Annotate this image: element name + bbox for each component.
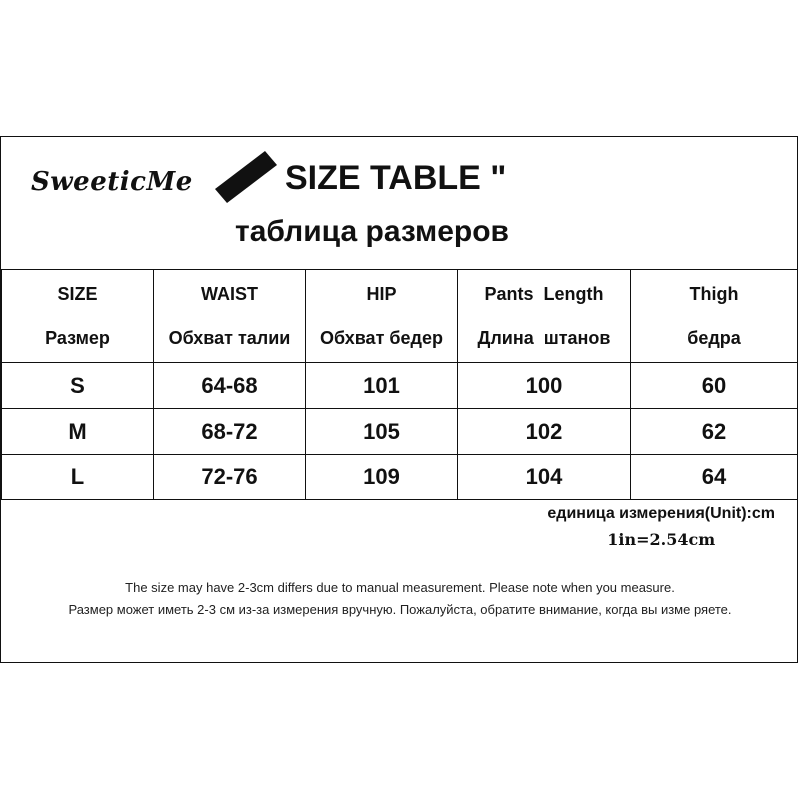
brand-logo: SweeticMe xyxy=(31,167,193,197)
size-table xyxy=(1,269,798,500)
size-chart-sheet xyxy=(0,136,798,663)
title-russian: таблица размеров xyxy=(235,215,509,248)
cell-pants-length: 100 xyxy=(458,363,631,409)
header xyxy=(1,137,797,269)
slash-mark-icon xyxy=(213,145,279,205)
cell-size: M xyxy=(2,409,154,455)
cell-thigh: 62 xyxy=(631,409,798,455)
table-row xyxy=(2,455,798,500)
cell-pants-length: 104 xyxy=(458,455,631,500)
cell-waist: 64-68 xyxy=(154,363,306,409)
cell-hip: 109 xyxy=(306,455,458,500)
units-line-2: 1in=2.54cm xyxy=(607,530,716,549)
cell-hip: 105 xyxy=(306,409,458,455)
cell-pants-length: 102 xyxy=(458,409,631,455)
table-row xyxy=(2,409,798,455)
cell-waist: 72-76 xyxy=(154,455,306,500)
title-english: SIZE TABLE " xyxy=(285,159,507,197)
measurement-disclaimer xyxy=(9,577,791,621)
cell-waist: 68-72 xyxy=(154,409,306,455)
header-cell-size: SIZE Размер xyxy=(2,270,154,363)
cell-hip: 101 xyxy=(306,363,458,409)
header-cell-thigh: Thigh бедра xyxy=(631,270,798,363)
header-cell-waist: WAIST Обхват талии xyxy=(154,270,306,363)
cell-thigh: 60 xyxy=(631,363,798,409)
units-note xyxy=(547,501,775,553)
table-header-row xyxy=(2,270,798,363)
disclaimer-russian: Размер может иметь 2-3 см из-за измерения вручную. Пожалуйста, обратите внимание, когда вы изме ряете. xyxy=(68,602,732,617)
units-line-1: единица измерения(Unit):cm xyxy=(547,505,775,522)
disclaimer-english: The size may have 2-3cm differs due to manual measurement. Please note when you measure. xyxy=(125,580,675,595)
cell-size: L xyxy=(2,455,154,500)
cell-size: S xyxy=(2,363,154,409)
cell-thigh: 64 xyxy=(631,455,798,500)
header-cell-hip: HIP Обхват бедер xyxy=(306,270,458,363)
table-row xyxy=(2,363,798,409)
header-cell-pants-length: Pants Length Длина штанов xyxy=(458,270,631,363)
